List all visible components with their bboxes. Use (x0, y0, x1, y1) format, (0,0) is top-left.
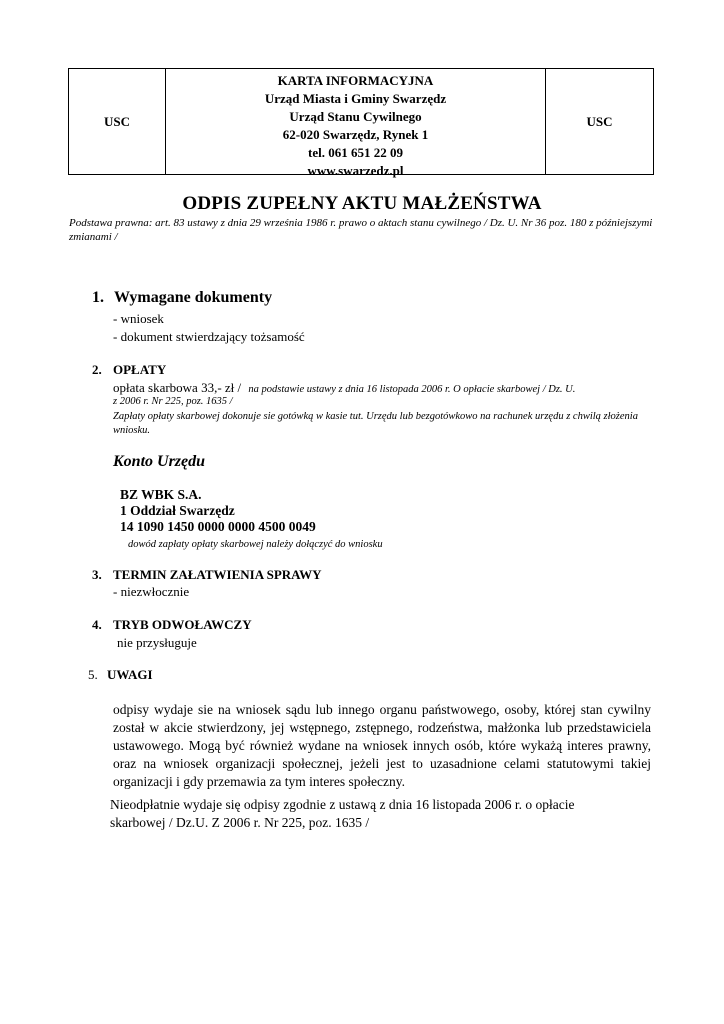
header-line-department: Urząd Stanu Cywilnego (289, 109, 422, 124)
section1-item: - dokument stwierdzający tożsamość (113, 329, 305, 344)
header-right-label: USC (545, 69, 653, 174)
section1-heading (92, 289, 272, 307)
section3-number: 3. (92, 567, 102, 582)
legal-basis: Podstawa prawna: art. 83 ustawy z dnia 29 września 1986 r. prawo o aktach stanu cywilnego / Dz. U. Nr 36 poz. 180 z późniejszymi zmianami / (69, 217, 653, 243)
free-copies-note: Nieodpłatnie wydaje się odpisy zgodnie z ustawą z dnia 16 listopada 2006 r. o opłacie skarbowej / Dz.U. Z 2006 r. Nr 225, poz. 1635 / (110, 797, 575, 830)
section4-heading (92, 617, 252, 633)
section4-number: 4. (92, 617, 102, 632)
bank-name: BZ WBK S.A. (120, 487, 202, 502)
remarks-paragraph: odpisy wydaje sie na wniosek sądu lub innego organu państwowego, osoby, której stan cywilny został w akcie stwierdzony, jej wstępnego, zstępnego, rodzeństwa, małżonka lub przedstawiciela ustawowego. Mogą być również wydane na wniosek innych osób, które wykażą interes prawny, oraz na wniosek organizacji społecznej, jeżeli jest to uzasadnione celami statutowymi takiej organizacji i gdy przemawia za tym interes społeczny. (113, 702, 651, 789)
bank-branch: 1 Oddział Swarzędz (120, 503, 235, 518)
section1-title: Wymagane dokumenty (114, 289, 273, 306)
account-number: 14 1090 1450 0000 0000 4500 0049 (120, 519, 316, 534)
section4-value: nie przysługuje (117, 635, 197, 650)
header-line-title: KARTA INFORMACYJNA (277, 73, 434, 88)
header-line-office: Urząd Miasta i Gminy Swarzędz (264, 91, 447, 106)
section2-title: OPŁATY (113, 362, 167, 377)
header-line-phone: tel. 061 651 22 09 (308, 145, 403, 160)
fee-basis: na podstawie ustawy z dnia 16 listopada 2006 r. O opłacie skarbowej / Dz. U. (248, 384, 576, 395)
section2-heading (92, 362, 166, 378)
account-heading: Konto Urzędu (113, 453, 206, 470)
header-center (166, 69, 545, 178)
section4-title: TRYB ODWOŁAWCZY (113, 617, 252, 632)
section2-number: 2. (92, 362, 102, 377)
section5-number: 5. (88, 667, 98, 682)
document-title: ODPIS ZUPEŁNY AKTU MAŁŻEŃSTWA (182, 193, 542, 214)
section3-value: - niezwłocznie (113, 584, 190, 599)
section5-heading (88, 667, 153, 683)
section3-heading (92, 567, 322, 583)
header-box (68, 68, 654, 178)
section3-title: TERMIN ZAŁATWIENIA SPRAWY (113, 567, 322, 582)
header-line-website: www.swarzedz.pl (307, 163, 404, 178)
section5-title: UWAGI (107, 667, 153, 682)
header-left-label: USC (69, 69, 166, 174)
section1-number: 1. (92, 289, 104, 306)
fee-amount: opłata skarbowa 33,- zł / (113, 380, 245, 395)
section1-item: - wniosek (113, 311, 164, 326)
header-line-address: 62-020 Swarzędz, Rynek 1 (282, 127, 429, 142)
fee-basis-continued: z 2006 r. Nr 225, poz. 1635 / (113, 396, 233, 407)
account-note: dowód zapłaty opłaty skarbowej należy dołączyć do wniosku (128, 539, 383, 550)
payment-note: Zapłaty opłaty skarbowej dokonuje sie gotówką w kasie tut. Urzędu lub bezgotówkowo na rachunek urzędu z chwilą złożenia wniosku. (113, 411, 638, 436)
